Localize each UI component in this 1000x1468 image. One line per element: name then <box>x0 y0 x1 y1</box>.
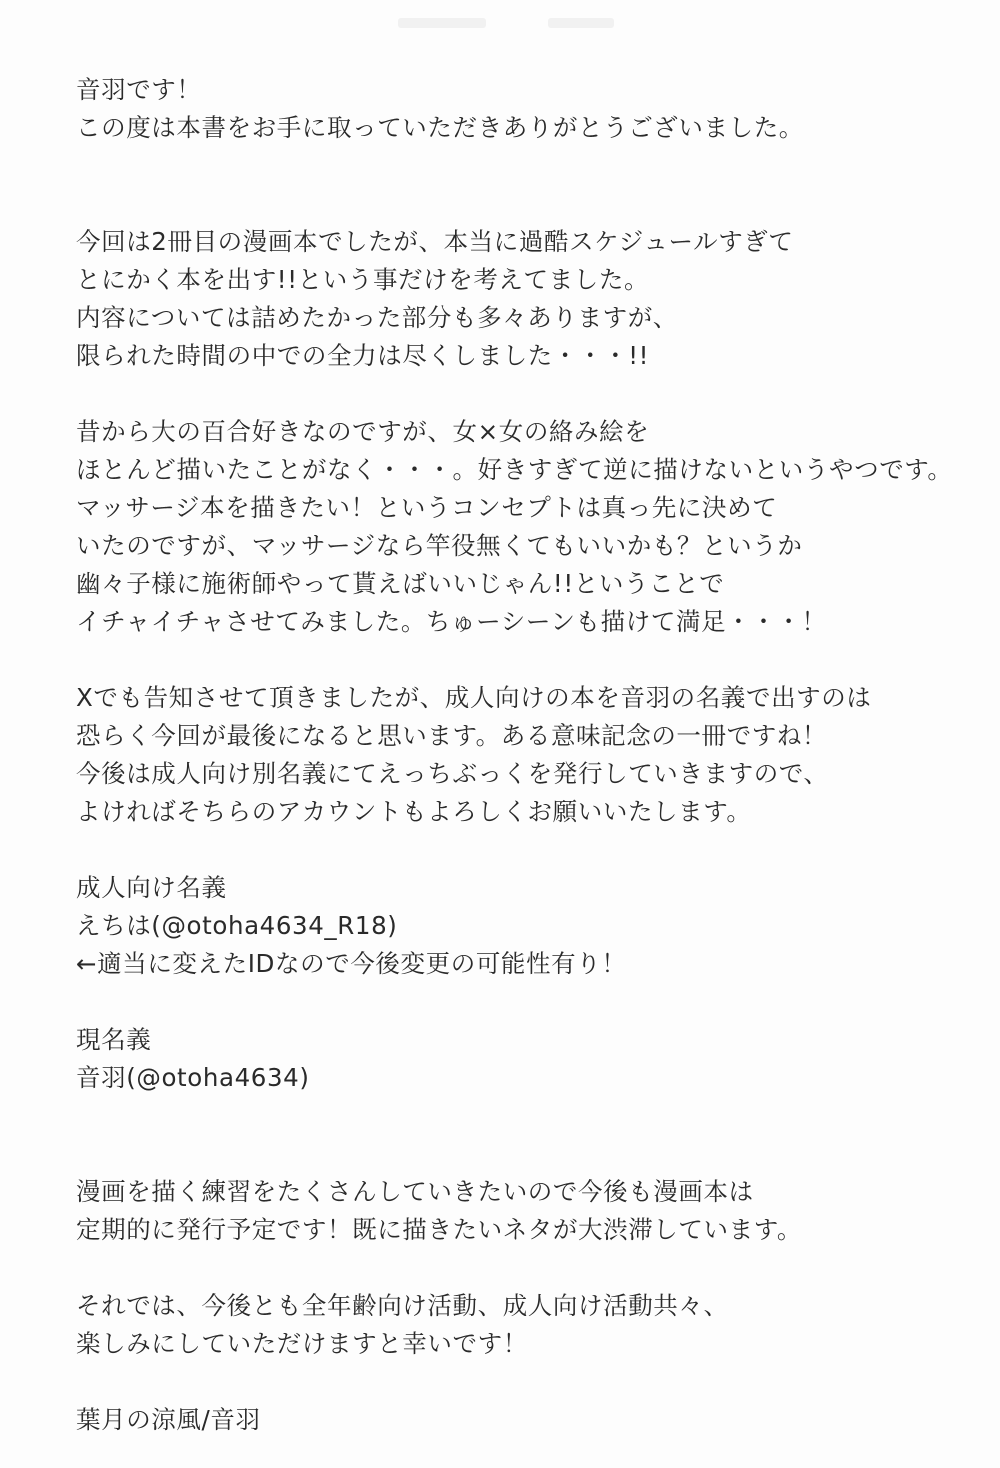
signature: 葉月の涼風/音羽 <box>76 1405 261 1434</box>
paragraph-line: 今後は成人向け別名義にてえっちぶっくを発行していきますので、 <box>76 759 829 788</box>
adult-account-note: ←適当に変えたIDなので今後変更の可能性有り！ <box>76 949 627 978</box>
paragraph-line: 今回は2冊目の漫画本でしたが、本当に過酷スケジュールすぎて <box>76 227 794 256</box>
paragraph-line: 定期的に発行予定です！既に描きたいネタが大渋滞しています。 <box>76 1215 802 1244</box>
bleed-through-mark <box>398 18 486 28</box>
current-account-heading: 現名義 <box>76 1025 152 1054</box>
current-account-handle: 音羽(@otoha4634) <box>76 1063 310 1092</box>
adult-account-handle: えちは(@otoha4634_R18) <box>76 911 398 940</box>
bleed-through-mark <box>548 18 614 28</box>
paragraph-line: いたのですが、マッサージなら竿役無くてもいいかも？というか <box>76 531 803 560</box>
paragraph-line: 楽しみにしていただけますと幸いです！ <box>76 1329 528 1358</box>
paragraph-line: 恐らく今回が最後になると思います。ある意味記念の一冊ですね！ <box>76 721 828 750</box>
greeting-line: 音羽です！ <box>76 75 202 104</box>
paragraph-line: イチャイチャさせてみました。ちゅーシーンも描けて満足・・・！ <box>76 607 827 636</box>
paragraph-line: 限られた時間の中での全力は尽くしました・・・!! <box>76 341 650 370</box>
adult-account-heading: 成人向け名義 <box>76 873 227 902</box>
paragraph-line: ほとんど描いたことがなく・・・。好きすぎて逆に描けないというやつです。 <box>76 455 953 484</box>
paragraph-line: よければそちらのアカウントもよろしくお願いいたします。 <box>76 797 752 826</box>
paragraph-line: 昔から大の百合好きなのですが、女×女の絡み絵を <box>76 417 650 446</box>
paragraph-line: 漫画を描く練習をたくさんしていきたいので今後も漫画本は <box>76 1177 754 1206</box>
afterword-text <box>76 71 976 1439</box>
paragraph-line: Xでも告知させて頂きましたが、成人向けの本を音羽の名義で出すのは <box>76 683 872 712</box>
thanks-line: この度は本書をお手に取っていただきありがとうございました。 <box>76 113 804 142</box>
paragraph-line: 幽々子様に施術師やって貰えばいいじゃん!!ということで <box>76 569 725 598</box>
paragraph-line: とにかく本を出す!!という事だけを考えてました。 <box>76 265 650 294</box>
paragraph-line: マッサージ本を描きたい！というコンセプトは真っ先に決めて <box>76 493 778 522</box>
paragraph-line: 内容については詰めたかった部分も多々ありますが、 <box>76 303 678 332</box>
paragraph-line: それでは、今後とも全年齢向け活動、成人向け活動共々、 <box>76 1291 729 1320</box>
